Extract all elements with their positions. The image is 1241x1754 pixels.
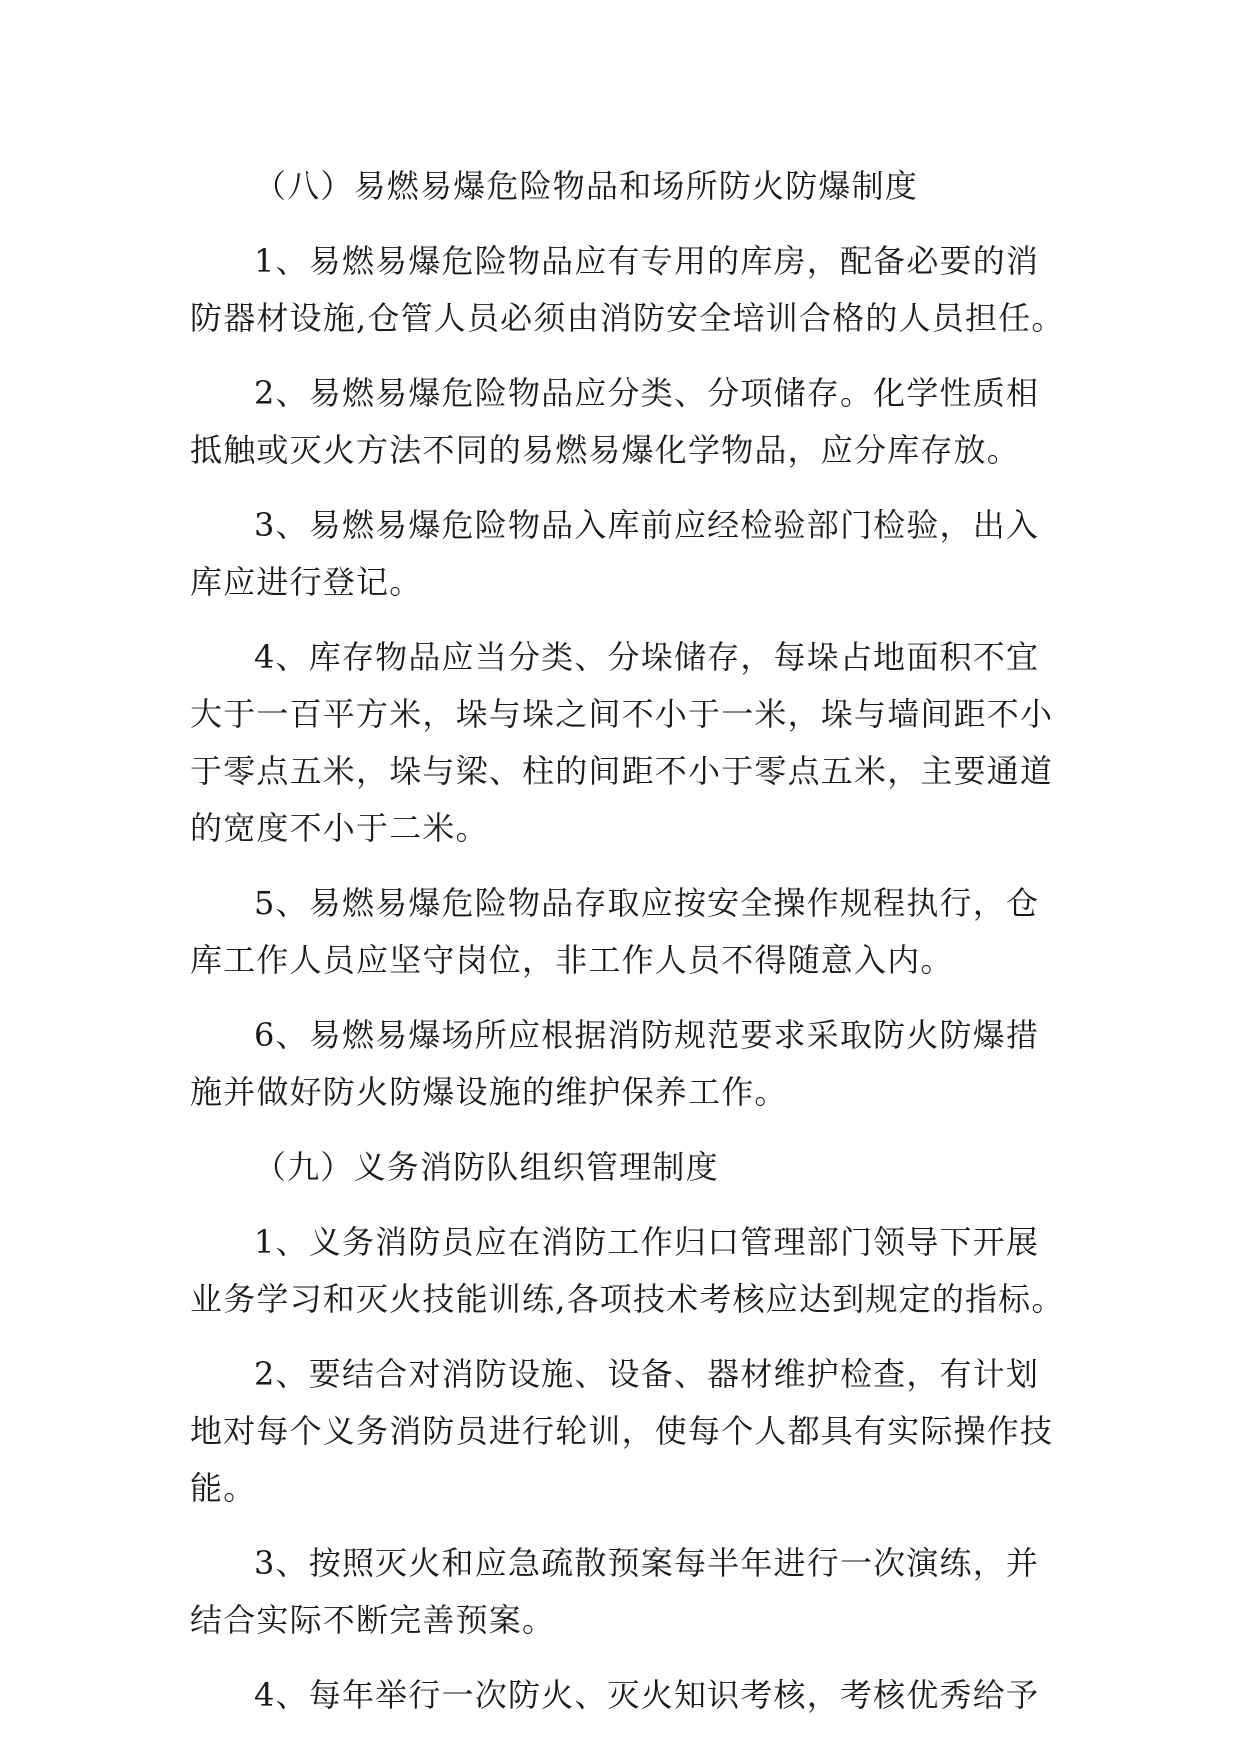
document-line: 4、每年举行一次防火、灭火知识考核，考核优秀给予 <box>254 1676 1040 1714</box>
document-line: （九）义务消防队组织管理制度 <box>254 1148 719 1186</box>
document-line: 库工作人员应坚守岗位，非工作人员不得随意入内。 <box>190 941 954 979</box>
document-line: 能。 <box>190 1469 257 1507</box>
document-line: 3、按照灭火和应急疏散预案每半年进行一次演练，并 <box>254 1544 1040 1582</box>
document-line: 抵触或灭火方法不同的易燃易爆化学物品，应分库存放。 <box>190 431 1021 469</box>
document-line: 结合实际不断完善预案。 <box>190 1601 556 1639</box>
document-line: （八）易燃易爆危险物品和场所防火防爆制度 <box>254 167 919 205</box>
document-line: 2、要结合对消防设施、设备、器材维护检查，有计划 <box>254 1355 1040 1393</box>
document-line: 施并做好防火防爆设施的维护保养工作。 <box>190 1073 788 1111</box>
document-line: 的宽度不小于二米。 <box>190 809 489 847</box>
document-line: 地对每个义务消防员进行轮训，使每个人都具有实际操作技 <box>190 1412 1054 1450</box>
document-body <box>190 158 1070 1724</box>
document-line: 2、易燃易爆危险物品应分类、分项储存。化学性质相 <box>254 374 1040 412</box>
document-line: 1、义务消防员应在消防工作归口管理部门领导下开展 <box>254 1223 1040 1261</box>
document-line: 1、易燃易爆危险物品应有专用的库房，配备必要的消 <box>254 242 1040 280</box>
document-line: 防器材设施,仓管人员必须由消防安全培训合格的人员担任。 <box>190 299 1065 337</box>
document-line: 库应进行登记。 <box>190 563 423 601</box>
document-line: 5、易燃易爆危险物品存取应按安全操作规程执行，仓 <box>254 884 1040 922</box>
document-line: 业务学习和灭火技能训练,各项技术考核应达到规定的指标。 <box>190 1280 1065 1318</box>
document-line: 于零点五米，垛与梁、柱的间距不小于零点五米，主要通道 <box>190 752 1054 790</box>
document-line: 6、易燃易爆场所应根据消防规范要求采取防火防爆措 <box>254 1016 1040 1054</box>
document-line: 4、库存物品应当分类、分垛储存，每垛占地面积不宜 <box>254 638 1040 676</box>
document-line: 3、易燃易爆危险物品入库前应经检验部门检验，出入 <box>254 506 1040 544</box>
document-line: 大于一百平方米，垛与垛之间不小于一米，垛与墙间距不小 <box>190 695 1054 733</box>
